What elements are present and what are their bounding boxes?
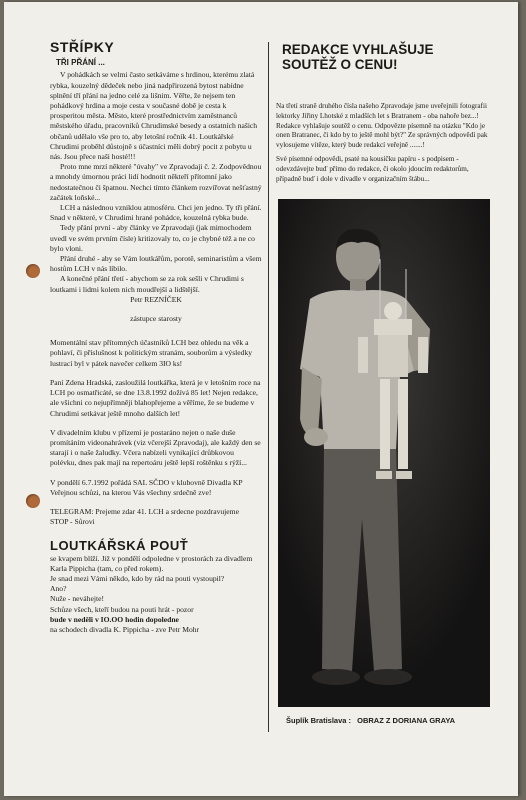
puppeteer-illustration — [278, 199, 490, 707]
column-divider — [268, 42, 269, 732]
article-paragraph: Tedy přání první - aby články ve Zpravodaji (jak mimochodem uvedl ve svém prvním čísle) kritizovaly to, co je chybné též a ne co bylo vloni. — [50, 223, 255, 253]
article-paragraph: Proto mne mrzí některé "úvahy" ve Zpravodaji č. 2. Zodpovědnou a mnohdy úmornou práci lidí hodnotit někteří přítomní jako nedostatečnou či špatnou. Nechci tímto článkem rozvířovat nešťastný začátek loňské... — [50, 162, 262, 202]
page — [4, 2, 518, 796]
pout-line: Nuže - neváhejte! — [50, 594, 104, 604]
subheading-tri-prani: TŘI PŘÁNÍ ... — [56, 58, 105, 68]
pout-line: se kvapem blíží. Již v pondělí odpoledne v prostorách za divadlem Karla Pippicha (tam, co před rokem). — [50, 553, 253, 573]
article-paragraph: Přání druhé - aby se Vám loutkářům, porotě, seminaristům a všem hostům LCH v nás líbilo. — [50, 254, 262, 274]
left-column — [50, 39, 262, 635]
punch-hole — [26, 494, 40, 508]
signature-role: zástupce starosty — [130, 314, 182, 324]
section-heading-stripky: STŘÍPKY — [50, 39, 115, 55]
contest-heading: REDAKCE VYHLAŠUJE SOUTĚŽ O CENU! — [282, 42, 434, 72]
telegram-line: STOP - Sůrovi — [50, 517, 95, 527]
article-paragraph: A konečné přání třetí - abychom se za rok sešli v Chrudimi s loutkami i lidmi kolem nich moudřejší a lidštější. — [50, 274, 244, 294]
pout-line: na schodech divadla K. Pippicha - zve Petr Mohr — [50, 624, 200, 634]
news-club: V divadelním klubu v přízemí je postaráno nejen o naše duše promítáním videonahrávek (viz včerejší Zpravodaj), ale každý den se starají i o naše žaludky. Včera nabízeli vynikající drůbkovou polévku, dnes pak mají na repertoáru ještě lepší roštěnku s rýží... — [50, 427, 261, 468]
caption-title: OBRAZ Z DORIANA GRAYA — [357, 716, 456, 725]
news-meeting: V pondělí 6.7.1992 pořádá SAL SČDO v klubovně Divadla KP Veřejnou schůzi, na kterou Vás všechny srdečně zve! — [50, 477, 243, 497]
section-heading-pout: LOUTKÁŘSKÁ POUŤ — [50, 538, 189, 554]
caption-ensemble: Šuplík Bratislava : — [286, 716, 352, 725]
telegram-line: TELEGRAM: Prejeme zdar 41. LCH a srdecne pozdravujeme — [50, 506, 239, 516]
pout-line: Schůze všech, kteří budou na pouti hrát - pozor — [50, 604, 194, 614]
news-participant-count: Momentální stav přítomných účastníků LCH bez ohledu na věk a pohlaví, či příslušnost k politickým stranám, souborům a výsledky lustrací byl v pátek navečer celkem 3IO ks! — [50, 338, 253, 368]
photo-caption — [286, 716, 496, 725]
contest-paragraph: Na třetí straně druhého čísla našeho Zpravodaje jsme uveřejnili fotografii lektorky Jiřiny Lhotské z mladších let s Bratranem - oba nahoře bez...! Redakce vyhlašuje soutěž o cenu. Odpovězte písemně na otázku "Kdo je onen Bratranec, či kdo by to ještě mohl být?" Ze správných odpovědí pak vylosujeme vítěze, který bude redakcí veřejně .......! — [276, 102, 488, 150]
punch-hole — [26, 264, 40, 278]
pout-line-bold: bude v neděli v IO.OO hodin dopoledne — [50, 614, 179, 624]
pout-line: Je snad mezi Vámi někdo, kdo by rád na pouti vystoupil? — [50, 573, 225, 583]
signature-name: Petr REZNÍČEK — [130, 294, 182, 304]
article-paragraph: LCH a následnou vzniklou atmosféru. Chci jen jedno. Ty tři přání. Snad v některé, v Chrudimi hrané pohádce, kouzelná rybka bude. — [50, 203, 262, 223]
pout-line: Ano? — [50, 584, 67, 594]
news-birthday: Paní Zdena Hradská, zasloužilá loutkářka, která je v letošním roce na LCH po osmatřicáté, se dne 13.8.1992 dožívá 85 let! Nejen redakce, ale všichni co nejupřímněji blahopřejeme a věříme, že se budeme v Chrudimi setkávat ještě mnoho dalších let! — [50, 377, 261, 418]
contest-paragraph: Své písemné odpovědi, psaté na kousíčku papíru - s podpisem - odevzdávejte buď přímo do redakce, či okolo jdoucím redaktorům, případně buď i dole v divadle v organizačním štábu... — [276, 154, 469, 183]
article-paragraph: V pohádkách se velmi často setkáváme s hrdinou, kterému zlatá rybka, kouzelný dědeček nebo jiná nadpřirozená bytost nabídne splnění tří přání na jedno celé za lišnim. Věřte, že nejsem ten pohádkový hrdina a moje cesta v současné době je cesta k prosperitou města. Město, které prostřednictvím zaměstnanců městského úřadu, pracovníků Chrudimské besedy a ostatních našich občanů udělalo vše pro to, aby letošní ročník 41. Loutkářské Chrudimi proběhl důstojně s účastníci měli dobrý pocit z pobytu u nás. Jsou přece naši hosté!!! — [50, 70, 258, 162]
right-column — [276, 42, 490, 188]
photo-puppeteer — [278, 199, 490, 707]
